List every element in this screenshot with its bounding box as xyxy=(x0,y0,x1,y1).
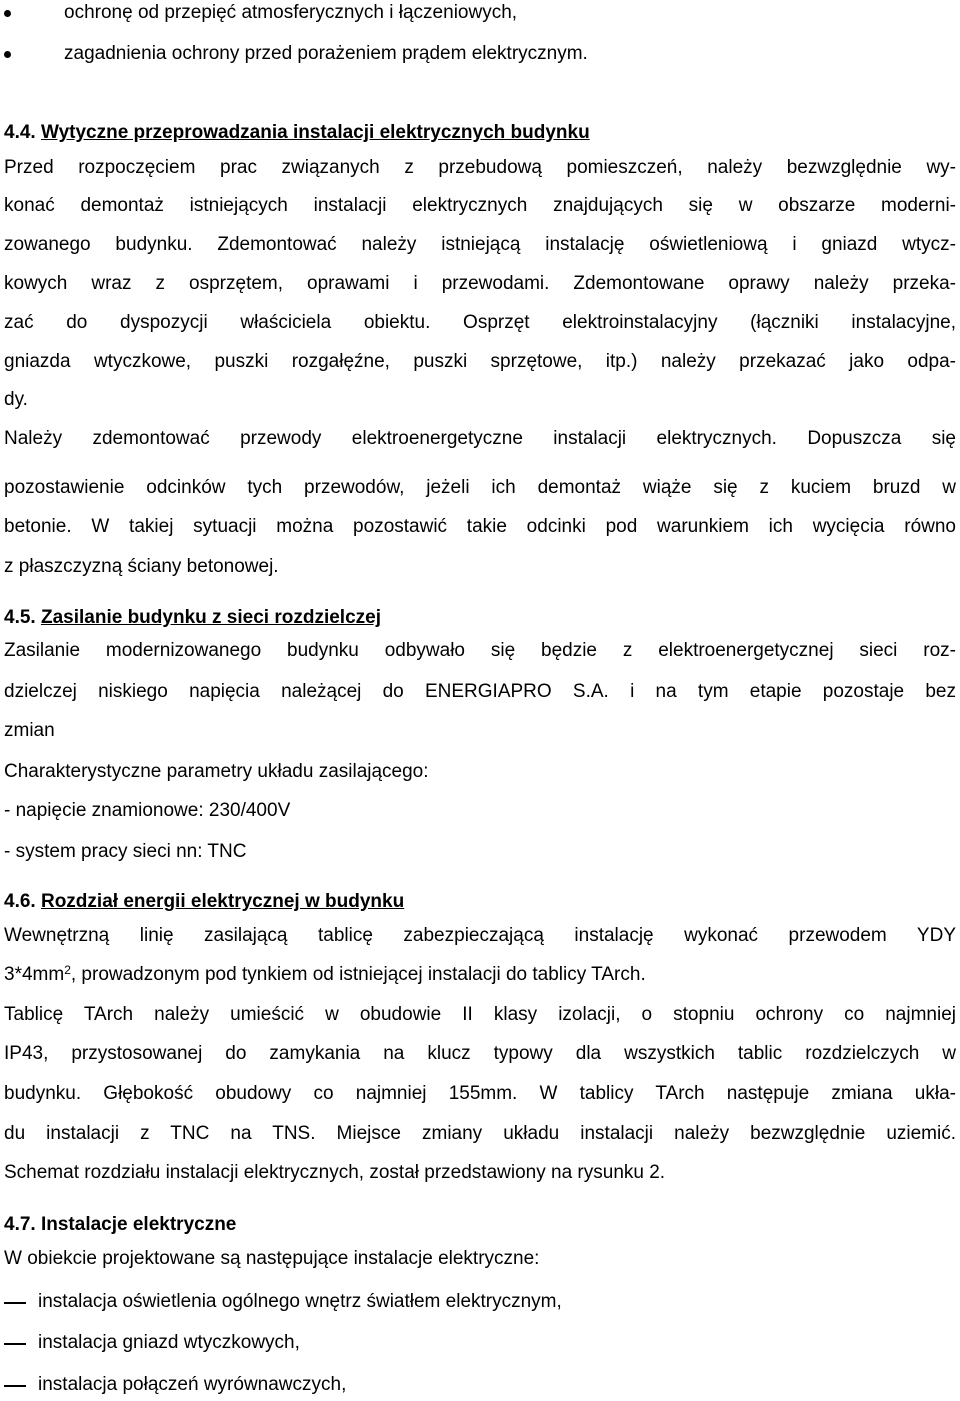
paragraph-line: Przed rozpoczęciem prac związanych z przebudową pomieszczeń, należy bezwzględnie wy- xyxy=(4,157,956,178)
paragraph-line: dzielczej niskiego napięcia należącej do ENERGIAPRO S.A. i na tym etapie pozostaje bez xyxy=(4,681,956,702)
paragraph-line: Tablicę TArch należy umieścić w obudowie II klasy izolacji, o stopniu ochrony co najmniej xyxy=(4,1004,956,1025)
section-title: Wytyczne przeprowadzania instalacji elektrycznych budynku xyxy=(40,122,590,143)
paragraph-line: dy. xyxy=(4,389,28,410)
paragraph-line: z płaszczyzną ściany betonowej. xyxy=(4,556,279,577)
section-title: Instalacje elektryczne xyxy=(40,1214,237,1235)
paragraph-line xyxy=(4,964,956,986)
section-heading-4-5 xyxy=(4,607,956,629)
section-number: 4.7. xyxy=(4,1214,36,1235)
section-heading-4-7 xyxy=(4,1214,956,1236)
section-title: Rozdział energii elektrycznej w budynku xyxy=(40,891,405,912)
list-item-text: instalacja oświetlenia ogólnego wnętrz światłem elektrycznym, xyxy=(38,1291,562,1312)
bullet-text: zagadnienia ochrony przed porażeniem prądem elektrycznym. xyxy=(64,43,588,64)
bullet-dot-icon xyxy=(4,10,11,17)
text-segment: 3*4mm xyxy=(4,964,65,985)
bullet-item xyxy=(4,2,960,24)
bullet-item xyxy=(4,43,960,65)
dash-bullet-icon xyxy=(4,1302,26,1304)
paragraph-line: - system pracy sieci nn: TNC xyxy=(4,841,247,862)
paragraph-line: - napięcie znamionowe: 230/400V xyxy=(4,800,291,821)
section-heading-4-6 xyxy=(4,891,956,913)
section-heading-4-4 xyxy=(4,122,956,144)
paragraph-line: Zasilanie modernizowanego budynku odbywało się będzie z elektroenergetycznej sieci roz- xyxy=(4,640,956,661)
paragraph-line: konać demontaż istniejących instalacji elektrycznych znajdujących się w obszarze moderni- xyxy=(4,195,956,216)
paragraph-line: Należy zdemontować przewody elektroenergetyczne instalacji elektrycznych. Dopuszcza się xyxy=(4,428,956,449)
superscript: 2 xyxy=(64,963,71,977)
bullet-dot-icon xyxy=(4,51,11,58)
paragraph-line: gniazda wtyczkowe, puszki rozgałęźne, puszki sprzętowe, itp.) należy przekazać jako odpa- xyxy=(4,351,956,372)
paragraph-line: zowanego budynku. Zdemontować należy istniejącą instalację oświetleniową i gniazd wtycz- xyxy=(4,234,956,255)
paragraph-line: Wewnętrzną linię zasilającą tablicę zabezpieczającą instalację wykonać przewodem YDY xyxy=(4,925,956,946)
dash-bullet-icon xyxy=(4,1385,26,1387)
section-number: 4.5. xyxy=(4,607,36,628)
text-segment: , prowadzonym pod tynkiem od istniejącej instalacji do tablicy TArch. xyxy=(70,964,646,985)
paragraph-line: pozostawienie odcinków tych przewodów, jeżeli ich demontaż wiąże się z kuciem bruzd w xyxy=(4,477,956,498)
paragraph-line: betonie. W takiej sytuacji można pozostawić takie odcinki pod warunkiem ich wycięcia równo xyxy=(4,516,956,537)
section-title: Zasilanie budynku z sieci rozdzielczej xyxy=(40,607,381,628)
list-item-text: instalacja połączeń wyrównawczych, xyxy=(38,1374,347,1395)
section-number: 4.4. xyxy=(4,122,36,143)
bullet-text: ochronę od przepięć atmosferycznych i łączeniowych, xyxy=(64,2,518,23)
paragraph-line: budynku. Głębokość obudowy co najmniej 155mm. W tablicy TArch następuje zmiana ukła- xyxy=(4,1083,956,1104)
paragraph-line: du instalacji z TNC na TNS. Miejsce zmiany układu instalacji należy bezwzględnie uziemić. xyxy=(4,1123,956,1144)
paragraph-line: kowych wraz z osprzętem, oprawami i przewodami. Zdemontowane oprawy należy przeka- xyxy=(4,273,956,294)
list-item xyxy=(4,1332,960,1354)
paragraph-line: Charakterystyczne parametry układu zasilającego: xyxy=(4,761,429,782)
paragraph-line: zmian xyxy=(4,720,55,741)
paragraph-line: W obiekcie projektowane są następujące instalacje elektryczne: xyxy=(4,1248,540,1269)
list-item xyxy=(4,1374,960,1396)
paragraph-line: IP43, przystosowanej do zamykania na klucz typowy dla wszystkich tablic rozdzielczych w xyxy=(4,1043,956,1064)
section-number: 4.6. xyxy=(4,891,36,912)
paragraph-line: zać do dyspozycji właściciela obiektu. Osprzęt elektroinstalacyjny (łączniki instalacyjne, xyxy=(4,312,956,333)
paragraph-line: Schemat rozdziału instalacji elektrycznych, został przedstawiony na rysunku 2. xyxy=(4,1162,666,1183)
list-item-text: instalacja gniazd wtyczkowych, xyxy=(38,1332,300,1353)
dash-bullet-icon xyxy=(4,1343,26,1345)
list-item xyxy=(4,1291,960,1313)
